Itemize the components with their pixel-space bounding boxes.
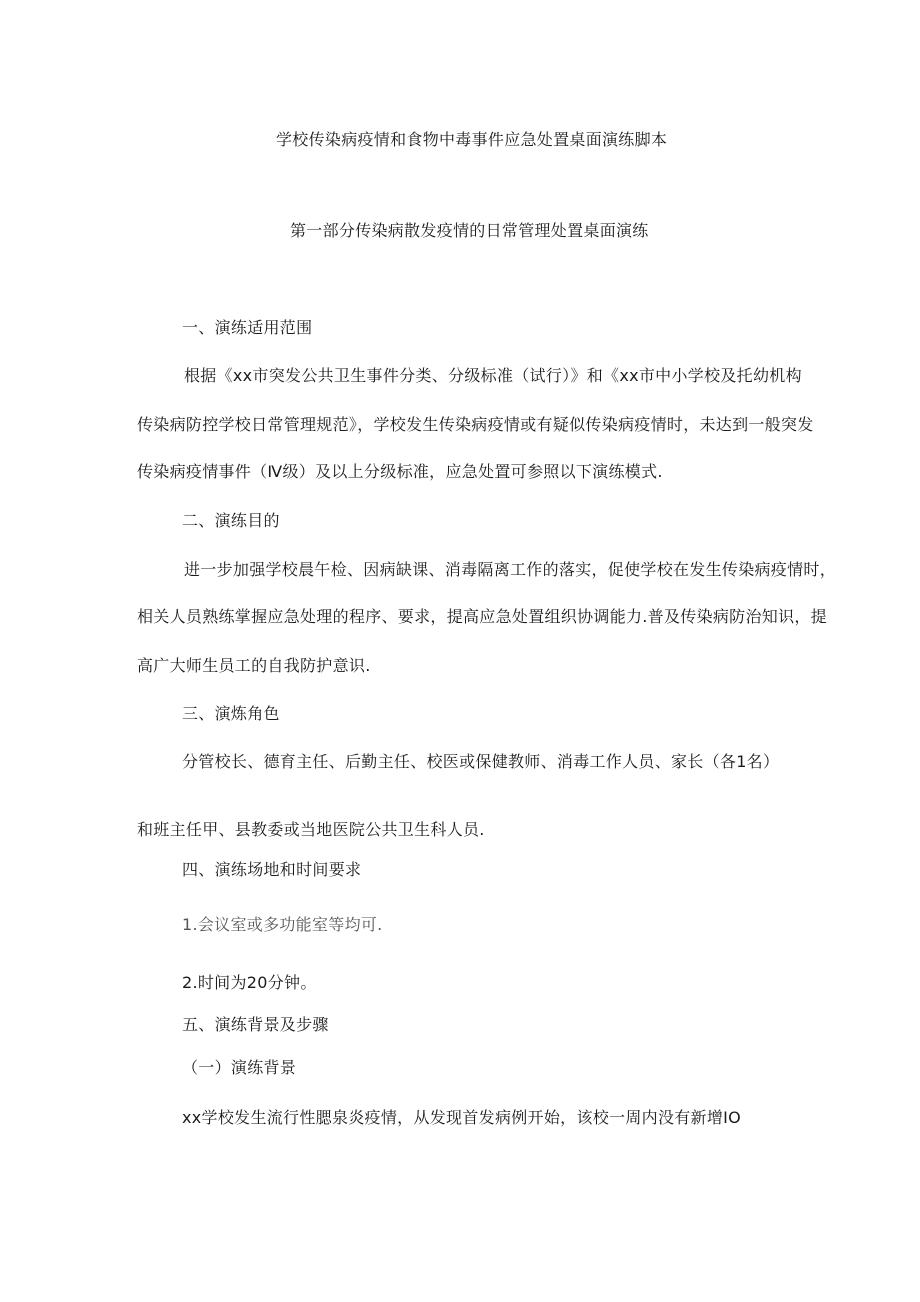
section-heading: 三、演炼角色 <box>182 704 280 723</box>
section-heading: 二、演练目的 <box>182 511 280 530</box>
paragraph-line: 相关人员熟练掌握应急处理的程序、要求，提高应急处置组织协调能力.普及传染病防治知识，提 <box>137 607 827 626</box>
section-heading: 四、演练场地和时间要求 <box>182 860 362 879</box>
part-title: 第一部分传染病散发疫情的日常管理处置桌面演练 <box>290 221 649 240</box>
section-heading: 五、演练背景及步骤 <box>182 1015 329 1034</box>
paragraph-line: 高广大师生员工的自我防护意识. <box>137 656 371 675</box>
document-title: 学校传染病疫情和食物中毒事件应急处置桌面演练脚本 <box>276 130 668 149</box>
subsection-heading: （一）演练背景 <box>182 1058 297 1077</box>
paragraph-line: 分管校长、德育主任、后勤主任、校医或保健教师、消毒工作人员、家长（各1名） <box>182 752 780 771</box>
paragraph-line: 传染病防控学校日常管理规范》，学校发生传染病疫情或有疑似传染病疫情时，未达到一般突发 <box>137 415 814 434</box>
paragraph-line: xx学校发生流行性腮泉炎疫情，从发现首发病例开始，该校一周内没有新增IO <box>182 1108 742 1127</box>
paragraph-line: 传染病疫情事件（Ⅳ级）及以上分级标准，应急处置可参照以下演练模式. <box>137 462 663 481</box>
paragraph-line: 和班主任甲、县教委或当地医院公共卫生科人员. <box>137 820 485 839</box>
list-item: 2.时间为20分钟。 <box>182 973 317 992</box>
section-heading: 一、演练适用范围 <box>182 318 313 337</box>
list-item: 1.会议室或多功能室等均可. <box>182 915 383 934</box>
paragraph-line: 根据《xx市突发公共卫生事件分类、分级标准（试行）》和《xx市中小学校及托幼机构 <box>184 366 802 385</box>
paragraph-line: 进一步加强学校晨午检、因病缺课、消毒隔离工作的落实，促使学校在发生传染病疫情时， <box>184 560 837 579</box>
